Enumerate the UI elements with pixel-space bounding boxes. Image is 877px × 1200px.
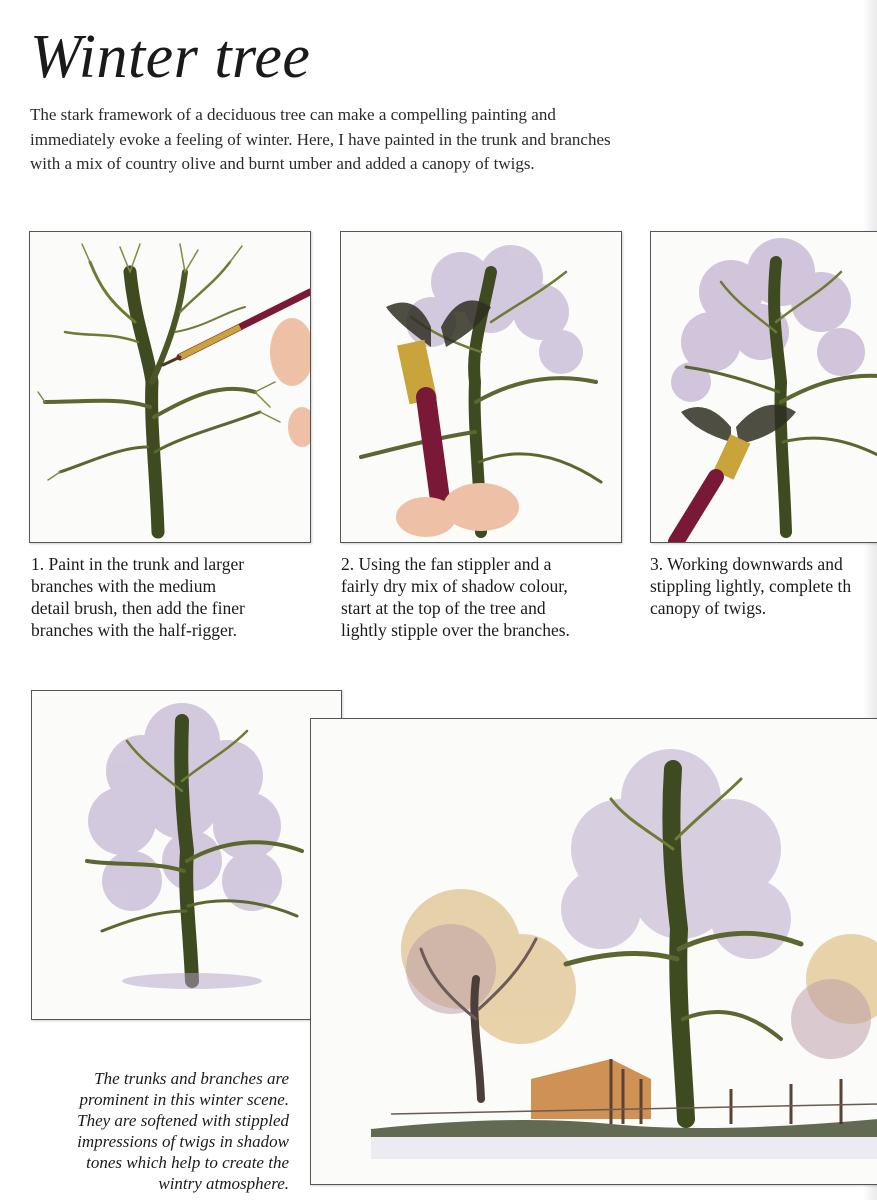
finished-tree-image (31, 690, 342, 1020)
step-2-caption-line-2: fairly dry mix of shadow colour, (341, 576, 568, 596)
step-2-caption-line-3: start at the top of the tree and (341, 598, 546, 618)
winter-scene-image (310, 718, 877, 1185)
step-2-image (340, 231, 622, 543)
step-3-caption (650, 553, 877, 619)
page-title: Winter tree (30, 23, 311, 91)
scene-caption-line-5: tones which help to create the (86, 1153, 289, 1172)
step-1-image (29, 231, 311, 543)
step-1-tree-illustration (30, 232, 310, 542)
step-2-tree-illustration (341, 232, 621, 542)
step-3-caption-line-1: 3. Working downwards and (650, 554, 843, 574)
scene-caption-line-3: They are softened with stippled (77, 1111, 289, 1130)
step-2-caption (341, 553, 570, 641)
step-2-caption-line-4: lightly stipple over the branches. (341, 620, 570, 640)
scene-caption-line-1: The trunks and branches are (94, 1069, 289, 1088)
winter-scene-illustration (311, 719, 877, 1184)
step-3-tree-illustration (651, 232, 877, 542)
step-1-caption-line-3: detail brush, then add the finer (31, 598, 245, 618)
step-1-caption (31, 553, 245, 641)
step-1-caption-line-1: 1. Paint in the trunk and larger (31, 554, 245, 574)
finished-tree-illustration (32, 691, 341, 1019)
scene-caption-line-2: prominent in this winter scene. (79, 1090, 289, 1109)
step-3-caption-line-3: canopy of twigs. (650, 598, 767, 618)
step-1-caption-line-4: branches with the half-rigger. (31, 620, 238, 640)
scene-caption-line-4: impressions of twigs in shadow (77, 1132, 289, 1151)
scene-caption-line-6: wintry atmosphere. (158, 1174, 289, 1193)
intro-paragraph: The stark framework of a deciduous tree can make a compelling painting and immediately evoke a feeling of winter. Here, I have painted in the trunk and branches with a mix of country olive and burnt umber and added a canopy of twigs. (30, 105, 611, 173)
step-2-caption-line-1: 2. Using the fan stippler and a (341, 554, 552, 574)
step-3-image (650, 231, 877, 543)
step-1-caption-line-2: branches with the medium (31, 576, 217, 596)
scene-caption (9, 1068, 289, 1194)
step-3-caption-line-2: stippling lightly, complete th (650, 576, 852, 596)
